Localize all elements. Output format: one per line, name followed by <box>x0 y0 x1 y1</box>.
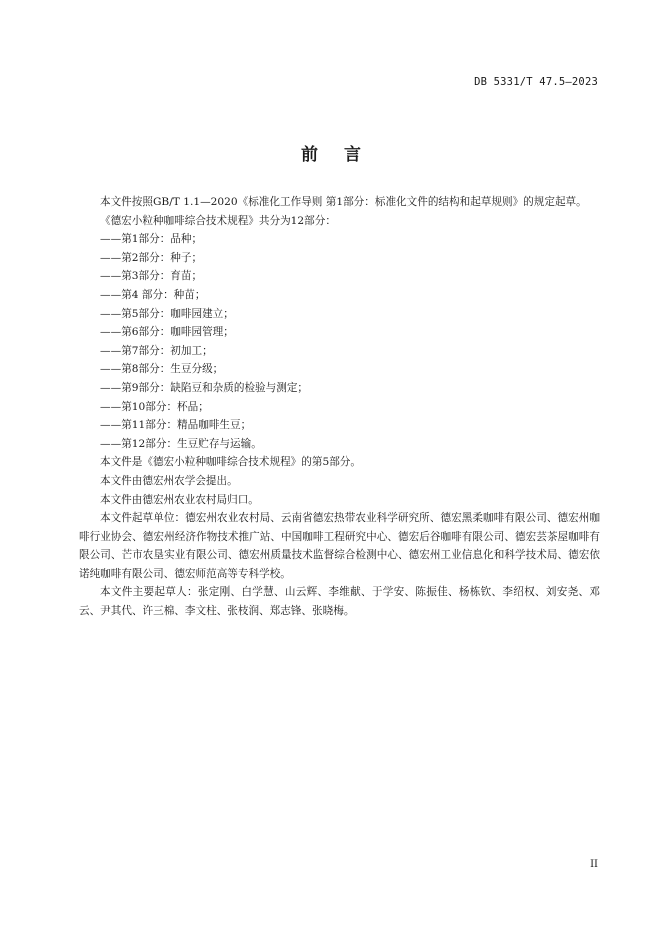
drafting-units-paragraph: 本文件起草单位：德宏州农业农村局、云南省德宏热带农业科学研究所、德宏黑柔咖啡有限公司、德宏州咖啡行业协会、德宏州经济作物技术推广站、中国咖啡工程研究中心、德宏后谷咖啡有限公司、德宏芸茶屋咖啡有限公司、芒市农垦实业有限公司、德宏州质量技术监督综合检测中心、德宏州工业信息化和科学技术局、德宏依诺纯咖啡有限公司、德宏师范高等专科学校。 <box>79 512 600 580</box>
drafters-paragraph: 本文件主要起草人：张定刚、白学慧、山云辉、李维献、于学安、陈振佳、杨栋钦、李绍权、刘安尧、邓云、尹其代、许三棉、李文柱、张枝润、郑志锋、张晓梅。 <box>79 586 600 618</box>
page-title: 前言 <box>301 145 387 165</box>
part-item: ——第12部分：生豆贮存与运输。 <box>100 437 262 450</box>
part-item: ——第11部分：精品咖啡生豆； <box>100 419 252 432</box>
part-item: ——第1部分：品种； <box>100 233 203 246</box>
part-item: ——第7部分：初加工； <box>100 344 213 357</box>
parts-list <box>79 230 600 453</box>
foreword-body <box>79 193 600 621</box>
drafting-basis-paragraph: 本文件按照GB/T 1.1—2020《标准化工作导则 第1部分：标准化文件的结构和起草规则》的规定起草。 <box>100 196 587 208</box>
centralized-unit-paragraph: 本文件由德宏州农业农村局归口。 <box>100 493 259 506</box>
part-item: ——第8部分：生豆分级； <box>100 363 224 376</box>
part-item: ——第5部分：咖啡园建立； <box>100 307 234 320</box>
part-item: ——第2部分：种子； <box>100 251 203 264</box>
proposer-paragraph: 本文件由德宏州农学会提出。 <box>100 474 238 487</box>
document-code: DB 5331/T 47.5—2023 <box>474 76 598 88</box>
part-item: ——第9部分：缺陷豆和杂质的检验与测定； <box>100 381 309 394</box>
part-item: ——第4 部分：种苗； <box>100 288 206 301</box>
parts-intro-paragraph: 《德宏小粒种咖啡综合技术规程》共分为12部分： <box>100 214 336 227</box>
part-statement-paragraph: 本文件是《德宏小粒种咖啡综合技术规程》的第5部分。 <box>100 456 361 469</box>
part-item: ——第10部分：杯品； <box>100 400 209 413</box>
part-item: ——第6部分：咖啡园管理； <box>100 326 234 339</box>
page-number: II <box>590 859 598 870</box>
part-item: ——第3部分：育苗； <box>100 270 203 283</box>
